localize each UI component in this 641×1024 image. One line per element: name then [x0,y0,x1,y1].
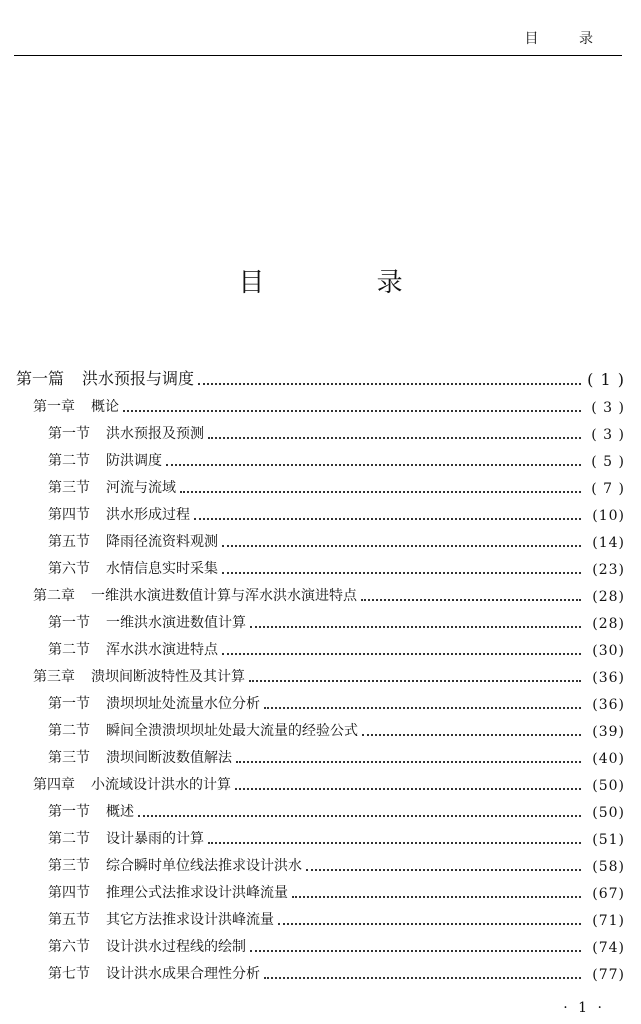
toc-entry-title: 设计洪水过程线的绘制 [106,939,246,955]
toc-entry-number: 第三章 [33,669,75,685]
toc-entry-page: ( 7 ) [591,481,625,497]
toc-entry-title: 洪水预报与调度 [82,369,195,388]
toc-section-entry [48,502,625,524]
toc-section-entry [48,529,625,551]
toc-dot-leader [264,699,581,709]
toc-entry-number: 第一篇 [16,369,65,388]
toc-entry-page: (51) [592,832,625,848]
toc-entry-title: 溃坝间断波数值解法 [106,750,232,766]
toc-dot-leader [235,780,581,790]
toc-entry-page: (10) [592,508,625,524]
toc-section-entry [48,556,625,578]
toc-section-entry [48,799,625,821]
toc-entry-page: ( 1 ) [587,370,625,389]
toc-entry-title: 水情信息实时采集 [106,561,218,577]
toc-section-entry [48,637,625,659]
toc-dot-leader [292,888,581,898]
toc-entry-number: 第七节 [48,966,90,982]
running-head: 目 录 [524,31,611,47]
toc-entry-page: (28) [592,616,625,632]
toc-entry-page: (36) [592,670,625,686]
toc-section-entry [48,421,625,443]
toc-section-entry [48,853,625,875]
toc-dot-leader [249,672,581,682]
toc-entry-page: (58) [592,859,625,875]
toc-dot-leader [194,510,581,520]
toc-entry-page: (40) [592,751,625,767]
toc-chapter-entry [33,664,625,686]
page-title: 目 录 [238,268,455,298]
toc-entry-number: 第三节 [48,480,90,496]
toc-entry-title: 洪水预报及预测 [106,426,204,442]
toc-dot-leader [222,537,581,547]
toc-entry-page: ( 3 ) [591,427,625,443]
header-rule [14,55,622,56]
toc-dot-leader [264,969,581,979]
toc-entry-number: 第二节 [48,453,90,469]
toc-entry-number: 第一章 [33,399,75,415]
toc-dot-leader [208,429,581,439]
toc-entry-page: (71) [592,913,625,929]
toc-section-entry [48,961,625,983]
toc-entry-title: 防洪调度 [106,453,162,469]
toc-dot-leader [278,915,581,925]
toc-entry-page: (14) [592,535,625,551]
toc-chapter-entry [33,772,625,794]
toc-entry-number: 第四节 [48,507,90,523]
toc-dot-leader [208,834,581,844]
toc-section-entry [48,745,625,767]
toc-section-entry [48,880,625,902]
toc-entry-number: 第三节 [48,750,90,766]
toc-entry-number: 第二节 [48,831,90,847]
toc-entry-number: 第五节 [48,912,90,928]
toc-entry-title: 浑水洪水演进特点 [106,642,218,658]
toc-dot-leader [250,618,581,628]
toc-entry-number: 第六节 [48,561,90,577]
toc-dot-leader [222,564,581,574]
toc-entry-title: 综合瞬时单位线法推求设计洪水 [106,858,302,874]
toc-section-entry [48,718,625,740]
toc-entry-title: 溃坝坝址处流量水位分析 [106,696,260,712]
toc-section-entry [48,448,625,470]
toc-dot-leader [198,375,581,385]
toc-section-entry [48,934,625,956]
toc-entry-title: 瞬间全溃溃坝坝址处最大流量的经验公式 [106,723,358,739]
toc-entry-page: (28) [592,589,625,605]
toc-entry-number: 第一节 [48,804,90,820]
toc-entry-number: 第三节 [48,858,90,874]
toc-dot-leader [123,402,581,412]
toc-entry-number: 第四章 [33,777,75,793]
toc-chapter-entry [33,394,625,416]
toc-dot-leader [361,591,581,601]
toc-entry-title: 河流与流域 [106,480,176,496]
toc-dot-leader [180,483,581,493]
toc-dot-leader [166,456,581,466]
toc-entry-page: (30) [592,643,625,659]
toc-entry-page: (36) [592,697,625,713]
page-number: · 1 · [563,1000,605,1016]
toc-dot-leader [222,645,581,655]
toc-dot-leader [250,942,581,952]
toc-entry-title: 一维洪水演进数值计算与浑水洪水演进特点 [91,588,357,604]
toc-entry-number: 第一节 [48,426,90,442]
toc-entry-title: 小流域设计洪水的计算 [91,777,231,793]
toc-entry-title: 其它方法推求设计洪峰流量 [106,912,274,928]
toc-entry-page: (50) [592,805,625,821]
toc-entry-title: 设计暴雨的计算 [106,831,204,847]
toc-entry-title: 设计洪水成果合理性分析 [106,966,260,982]
toc-entry-number: 第一节 [48,696,90,712]
toc-entry-page: ( 5 ) [591,454,625,470]
toc-section-entry [48,826,625,848]
toc-entry-title: 溃坝间断波特性及其计算 [91,669,245,685]
toc-entry-number: 第四节 [48,885,90,901]
toc-entry-title: 概论 [91,399,119,415]
toc-entry-title: 概述 [106,804,134,820]
toc-entry-title: 推理公式法推求设计洪峰流量 [106,885,288,901]
toc-section-entry [48,475,625,497]
toc-entry-page: (39) [592,724,625,740]
toc-part-entry [16,367,625,389]
toc-entry-page: (74) [592,940,625,956]
toc-entry-page: (77) [592,967,625,983]
toc-entry-number: 第二节 [48,723,90,739]
toc-section-entry [48,691,625,713]
toc-section-entry [48,907,625,929]
toc-entry-title: 降雨径流资料观测 [106,534,218,550]
toc-entry-number: 第二章 [33,588,75,604]
toc-entry-number: 第一节 [48,615,90,631]
toc-section-entry [48,610,625,632]
toc-entry-page: (67) [592,886,625,902]
toc-dot-leader [236,753,581,763]
toc-entry-page: ( 3 ) [591,400,625,416]
toc-entry-page: (50) [592,778,625,794]
toc-entry-page: (23) [592,562,625,578]
toc-entry-title: 一维洪水演进数值计算 [106,615,246,631]
toc-entry-title: 洪水形成过程 [106,507,190,523]
toc-dot-leader [138,807,581,817]
toc-entry-number: 第二节 [48,642,90,658]
toc-entry-number: 第五节 [48,534,90,550]
toc-dot-leader [362,726,581,736]
toc-dot-leader [306,861,581,871]
toc-chapter-entry [33,583,625,605]
toc-entry-number: 第六节 [48,939,90,955]
